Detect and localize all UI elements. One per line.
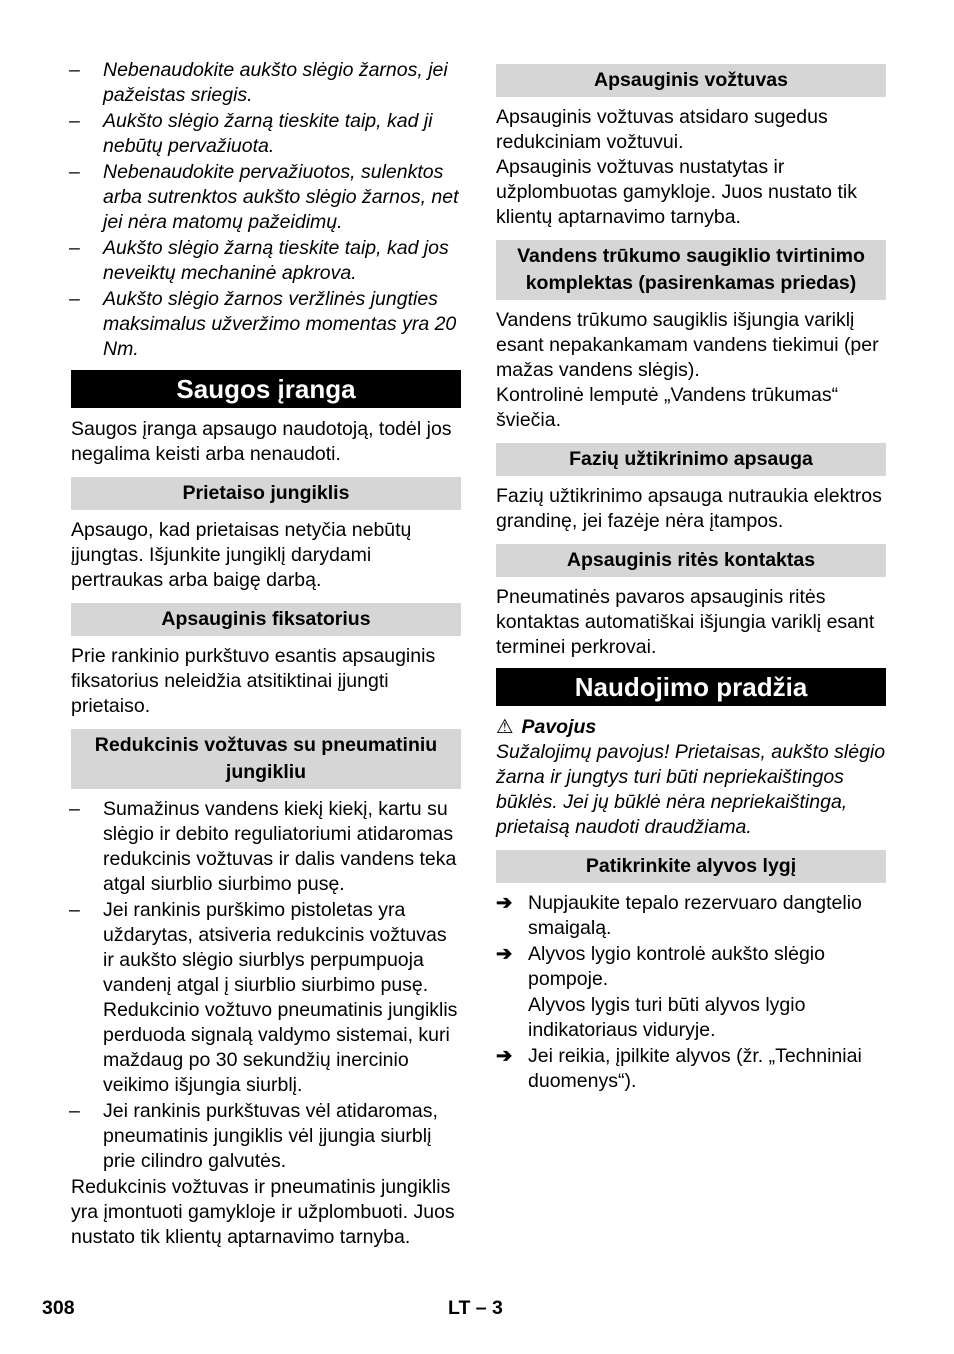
step-item	[496, 891, 886, 941]
subheading-jungiklis: Prietaiso jungiklis	[71, 477, 461, 510]
arrow-right-icon: ➔	[496, 1045, 513, 1067]
section-heading-saugos: Saugos įranga	[71, 370, 461, 408]
subheading-rites: Apsauginis ritės kontaktas	[496, 544, 886, 577]
jungiklis-paragraph: Apsaugo, kad prietaisas netyčia nebūtų įjungtas. Išjunkite jungiklį darydami pertraukas arba baigę darbą.	[71, 519, 412, 591]
subheading-fiksatorius: Apsauginis fiksatorius	[71, 603, 461, 636]
left-column	[71, 58, 461, 1250]
warning-triangle-icon: ⚠	[496, 716, 514, 738]
list-item: – Sumažinus vandens kiekį kiekį, kartu su slėgio ir debito reguliatoriumi atidaromas redukcinis vožtuvas ir dalis vandens teka atgal siurblio siurbimo pusę.	[71, 797, 461, 897]
list-item: – Nebenaudokite aukšto slėgio žarnos, jei pažeistas sriegis.	[71, 58, 461, 108]
subheading-faziu: Fazių užtikrinimo apsauga	[496, 443, 886, 476]
step-item	[496, 942, 886, 992]
saugos-paragraph: Saugos įranga apsaugo naudotoją, todėl jos negalima keisti arba nenaudoti.	[71, 418, 452, 465]
subheading-vozhtuvas: Apsauginis vožtuvas	[496, 64, 886, 97]
warning-paragraph: Sužalojimų pavojus! Prietaisas, aukšto slėgio žarna ir jungtys turi būti nepriekaištingos būklės. Jei jų būklė nėra nepriekaištinga, prietaisą naudoti draudžiama.	[496, 741, 886, 838]
language-page-label: LT – 3	[448, 1297, 503, 1319]
subheading-redukcinis: Redukcinis vožtuvas su pneumatiniu jungikliu	[71, 729, 461, 789]
alyvos-steps	[496, 891, 886, 1094]
step-continuation: Alyvos lygis turi būti alyvos lygio indikatoriaus viduryje.	[528, 994, 806, 1041]
faziu-paragraph: Fazių užtikrinimo apsauga nutraukia elektros grandinę, jei fazėje nėra įtampos.	[496, 485, 882, 532]
list-item: – Aukšto slėgio žarną tieskite taip, kad jos neveiktų mechaninė apkrova.	[71, 236, 461, 286]
vozhtuvas-paragraph-1: Apsauginis vožtuvas atsidaro sugedus redukciniam vožtuvui.	[496, 106, 828, 153]
list-item: – Aukšto slėgio žarnos veržlinės jungties maksimalus užveržimo momentas yra 20 Nm.	[71, 287, 461, 362]
warning-label-line	[496, 715, 886, 740]
list-item: – Nebenaudokite pervažiuotos, sulenktos arba sutrenktos aukšto slėgio žarnos, net jei nėra matomų pažeidimų.	[71, 160, 461, 235]
warning-label: Pavojus	[521, 716, 597, 738]
vandens-paragraph-2: Kontrolinė lemputė „Vandens trūkumas“ šviečia.	[496, 384, 839, 431]
step-text: Jei reikia, įpilkite alyvos (žr. „Techniniai duomenys“).	[528, 1045, 862, 1092]
list-item: – Jei rankinis purkštuvas vėl atidaromas, pneumatinis jungiklis vėl įjungia siurblį prie cilindro galvutės.	[71, 1099, 461, 1174]
step-text: Nupjaukite tepalo rezervuaro dangtelio smaigalą.	[528, 892, 862, 939]
vozhtuvas-paragraph-2: Apsauginis vožtuvas nustatytas ir užplombuotas gamykloje. Juos nustato tik klientų aptarnavimo tarnyba.	[496, 156, 857, 228]
list-item: – Jei rankinis purškimo pistoletas yra uždarytas, atsiveria redukcinis vožtuvas ir aukšto slėgio siurblys perpumpuoja vandenį atgal į siurblio siurbimo pusę. Redukcinio vožtuvo pneumatinis jungiklis perduoda signalą valdymo sistemai, kuri maždaug po 30 sekundžių inercinio veikimo išjungia siurblį.	[71, 898, 461, 1098]
page-number: 308	[42, 1297, 75, 1319]
fiksatorius-paragraph: Prie rankinio purkštuvo esantis apsauginis fiksatorius neleidžia atsitiktinai įjungti prietaiso.	[71, 645, 436, 717]
step-item	[496, 1044, 886, 1094]
step-text: Alyvos lygio kontrolė aukšto slėgio pompoje.	[528, 943, 825, 990]
redukcinis-paragraph: Redukcinis vožtuvas ir pneumatinis jungiklis yra įmontuoti gamykloje ir užplombuoti. Juos nustato tik klientų aptarnavimo tarnyba.	[71, 1176, 455, 1248]
rites-paragraph: Pneumatinės pavaros apsauginis ritės kontaktas automatiškai išjungia variklį esant terminei perkrovai.	[496, 586, 875, 658]
arrow-right-icon: ➔	[496, 943, 513, 965]
vandens-paragraph-1: Vandens trūkumo saugiklis išjungia variklį esant nepakankamam vandens tiekimui (per mažas vandens slėgis).	[496, 309, 879, 381]
list-item: – Aukšto slėgio žarną tieskite taip, kad ji nebūtų pervažiuota.	[71, 109, 461, 159]
subheading-alyvos: Patikrinkite alyvos lygį	[496, 850, 886, 883]
hose-warnings-list	[71, 58, 461, 362]
subheading-vandens: Vandens trūkumo saugiklio tvirtinimo komplektas (pasirenkamas priedas)	[496, 240, 886, 300]
redukcinis-list	[71, 797, 461, 1174]
arrow-right-icon: ➔	[496, 892, 513, 914]
right-column	[496, 64, 886, 1095]
section-heading-naudojimo: Naudojimo pradžia	[496, 668, 886, 706]
